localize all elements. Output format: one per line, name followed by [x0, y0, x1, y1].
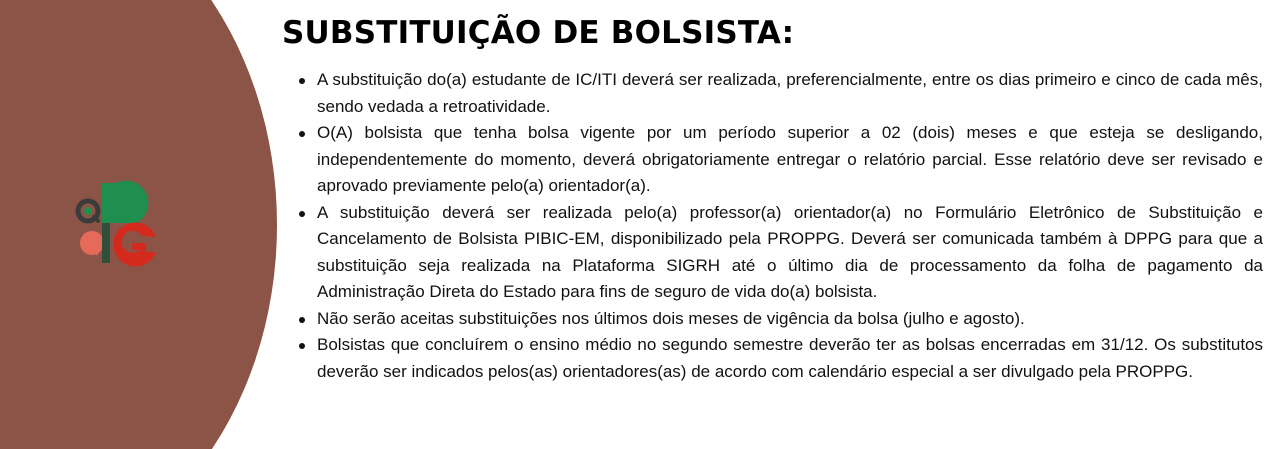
list-item	[317, 200, 1263, 306]
bullet-icon	[299, 317, 305, 323]
list-item-text: Bolsistas que concluírem o ensino médio no segundo semestre deverão ter as bolsas encerradas em 31/12. Os substitutos deverão ser indicados pelos(as) orientadores(as) de acordo com calendário especial a ser divulgado pela PROPPG.	[317, 335, 1263, 381]
logo-red-g	[113, 223, 156, 267]
ic-logo-icon	[72, 180, 164, 268]
logo-green-leaf	[102, 181, 148, 223]
rules-list	[317, 67, 1263, 385]
page-title: SUBSTITUIÇÃO DE BOLSISTA:	[282, 15, 795, 51]
bullet-icon	[299, 343, 305, 349]
list-item-text: A substituição deverá ser realizada pelo(a) professor(a) orientador(a) no Formulário Eletrônico de Substituição e Cancelamento de Bolsista PIBIC-EM, disponibilizado pela PROPPG. Deverá ser comunicada também à DPPG para que a substituição seja realizada na Plataforma SIGRH até o último dia de processamento da folha de pagamento da Administração Direta do Estado para fins de seguro de vida do(a) bolsista.	[317, 202, 1263, 301]
list-item	[317, 306, 1263, 333]
logo-dark-stem	[102, 223, 110, 263]
list-item-text: Não serão aceitas substituições nos últimos dois meses de vigência da bolsa (julho e agosto).	[317, 308, 1025, 328]
list-item-text: O(A) bolsista que tenha bolsa vigente por um período superior a 02 (dois) meses e que esteja se desligando, independentemente do momento, deverá obrigatoriamente entregar o relatório parcial. Esse relatório deve ser revisado e aprovado previamente pelo(a) orientador(a).	[317, 123, 1263, 195]
bullet-icon	[299, 211, 305, 217]
list-item-text: A substituição do(a) estudante de IC/ITI deverá ser realizada, preferencialmente, entre os dias primeiro e cinco de cada mês, sendo vedada a retroatividade.	[317, 70, 1263, 116]
logo-salmon-disc	[80, 231, 104, 255]
list-item	[317, 332, 1263, 385]
list-item	[317, 67, 1263, 120]
bullet-icon	[299, 78, 305, 84]
logo-magnifier-center	[84, 207, 92, 215]
list-item	[317, 120, 1263, 200]
bullet-icon	[299, 131, 305, 137]
logo-magnifier-handle	[94, 217, 98, 221]
